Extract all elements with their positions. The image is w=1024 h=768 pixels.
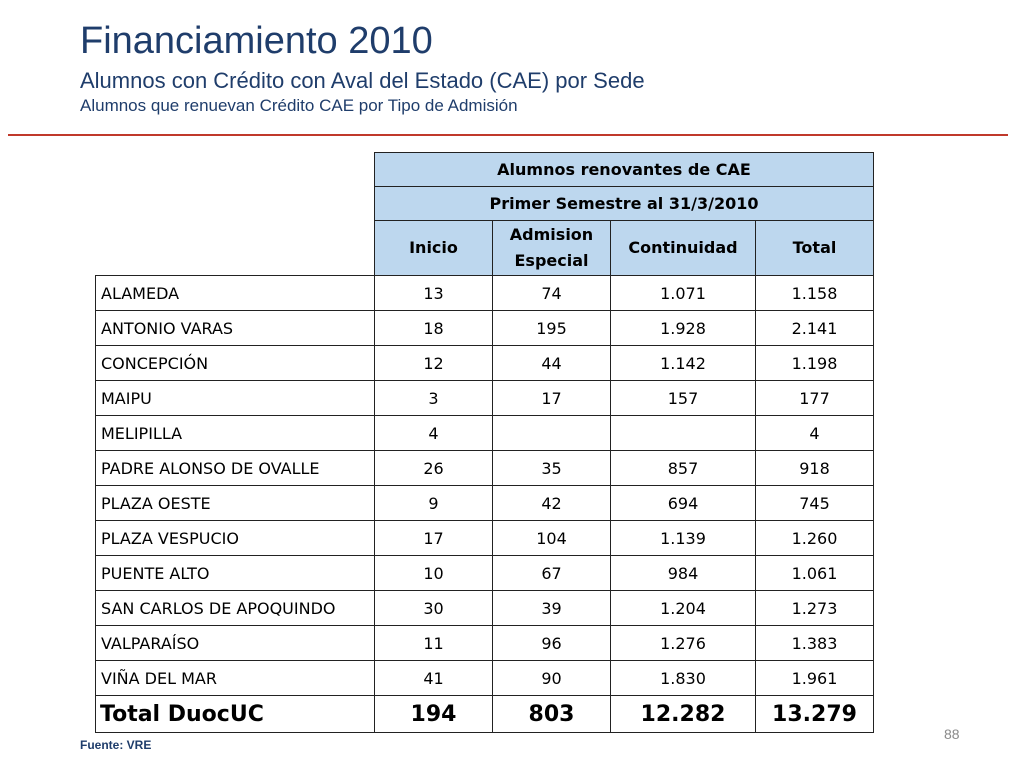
table-row bbox=[96, 626, 874, 661]
total-continuidad: 12.282 bbox=[611, 696, 756, 733]
column-header-admision-line2: Especial bbox=[514, 251, 589, 270]
total-inicio: 194 bbox=[375, 696, 493, 733]
total-value: 1.273 bbox=[756, 591, 874, 626]
continuidad-value: 984 bbox=[611, 556, 756, 591]
slide-subtitle: Alumnos con Crédito con Aval del Estado (CAE) por Sede bbox=[80, 68, 645, 93]
table-row bbox=[96, 346, 874, 381]
total-value: 1.383 bbox=[756, 626, 874, 661]
total-value: 1.158 bbox=[756, 276, 874, 311]
total-value: 1.961 bbox=[756, 661, 874, 696]
admision-value: 96 bbox=[493, 626, 611, 661]
sede-name: PLAZA VESPUCIO bbox=[96, 521, 375, 556]
table-row bbox=[96, 486, 874, 521]
admision-value: 17 bbox=[493, 381, 611, 416]
group-header: Alumnos renovantes de CAE bbox=[375, 153, 874, 187]
header-divider bbox=[8, 134, 1008, 136]
admision-value: 90 bbox=[493, 661, 611, 696]
slide-subsubtitle: Alumnos que renuevan Crédito CAE por Tipo de Admisión bbox=[80, 96, 518, 115]
table-row bbox=[96, 416, 874, 451]
total-value: 2.141 bbox=[756, 311, 874, 346]
sede-name: VIÑA DEL MAR bbox=[96, 661, 375, 696]
table-row bbox=[96, 521, 874, 556]
admision-value: 39 bbox=[493, 591, 611, 626]
source-note: Fuente: VRE bbox=[80, 738, 152, 752]
inicio-value: 3 bbox=[375, 381, 493, 416]
total-value: 177 bbox=[756, 381, 874, 416]
column-header-admision-line1: Admision bbox=[509, 225, 594, 244]
sede-name: CONCEPCIÓN bbox=[96, 346, 375, 381]
continuidad-value: 1.928 bbox=[611, 311, 756, 346]
inicio-value: 9 bbox=[375, 486, 493, 521]
table-row bbox=[96, 661, 874, 696]
inicio-value: 10 bbox=[375, 556, 493, 591]
sede-name: PADRE ALONSO DE OVALLE bbox=[96, 451, 375, 486]
inicio-value: 41 bbox=[375, 661, 493, 696]
sede-name: PLAZA OESTE bbox=[96, 486, 375, 521]
sede-name: MELIPILLA bbox=[96, 416, 375, 451]
admision-value: 42 bbox=[493, 486, 611, 521]
inicio-value: 12 bbox=[375, 346, 493, 381]
total-value: 745 bbox=[756, 486, 874, 521]
table-row bbox=[96, 451, 874, 486]
cae-table bbox=[95, 152, 874, 733]
continuidad-value: 1.139 bbox=[611, 521, 756, 556]
table-corner-blank bbox=[96, 153, 375, 187]
inicio-value: 17 bbox=[375, 521, 493, 556]
total-label: Total DuocUC bbox=[96, 696, 375, 733]
table-row bbox=[96, 381, 874, 416]
column-header-admision-especial bbox=[493, 221, 611, 276]
inicio-value: 4 bbox=[375, 416, 493, 451]
table-row bbox=[96, 311, 874, 346]
total-admision: 803 bbox=[493, 696, 611, 733]
sede-name: VALPARAÍSO bbox=[96, 626, 375, 661]
column-header-continuidad: Continuidad bbox=[611, 221, 756, 276]
continuidad-value: 1.830 bbox=[611, 661, 756, 696]
slide-title: Financiamiento 2010 bbox=[80, 20, 433, 62]
sede-name: PUENTE ALTO bbox=[96, 556, 375, 591]
total-value: 918 bbox=[756, 451, 874, 486]
admision-value: 44 bbox=[493, 346, 611, 381]
continuidad-value: 1.276 bbox=[611, 626, 756, 661]
admision-value: 74 bbox=[493, 276, 611, 311]
inicio-value: 18 bbox=[375, 311, 493, 346]
sede-name: ANTONIO VARAS bbox=[96, 311, 375, 346]
sede-name: SAN CARLOS DE APOQUINDO bbox=[96, 591, 375, 626]
admision-value: 104 bbox=[493, 521, 611, 556]
admision-value: 35 bbox=[493, 451, 611, 486]
page-number: 88 bbox=[944, 726, 960, 742]
sede-name: ALAMEDA bbox=[96, 276, 375, 311]
inicio-value: 30 bbox=[375, 591, 493, 626]
continuidad-value: 1.142 bbox=[611, 346, 756, 381]
column-header-inicio: Inicio bbox=[375, 221, 493, 276]
period-header: Primer Semestre al 31/3/2010 bbox=[375, 187, 874, 221]
total-total: 13.279 bbox=[756, 696, 874, 733]
inicio-value: 26 bbox=[375, 451, 493, 486]
continuidad-value: 157 bbox=[611, 381, 756, 416]
total-value: 1.260 bbox=[756, 521, 874, 556]
total-value: 1.061 bbox=[756, 556, 874, 591]
inicio-value: 13 bbox=[375, 276, 493, 311]
table-row bbox=[96, 591, 874, 626]
table-row bbox=[96, 276, 874, 311]
table-row bbox=[96, 556, 874, 591]
column-header-total: Total bbox=[756, 221, 874, 276]
inicio-value: 11 bbox=[375, 626, 493, 661]
admision-value bbox=[493, 416, 611, 451]
continuidad-value: 1.071 bbox=[611, 276, 756, 311]
continuidad-value: 694 bbox=[611, 486, 756, 521]
total-row bbox=[96, 696, 874, 733]
sede-name: MAIPU bbox=[96, 381, 375, 416]
continuidad-value bbox=[611, 416, 756, 451]
total-value: 1.198 bbox=[756, 346, 874, 381]
admision-value: 195 bbox=[493, 311, 611, 346]
total-value: 4 bbox=[756, 416, 874, 451]
admision-value: 67 bbox=[493, 556, 611, 591]
continuidad-value: 857 bbox=[611, 451, 756, 486]
continuidad-value: 1.204 bbox=[611, 591, 756, 626]
